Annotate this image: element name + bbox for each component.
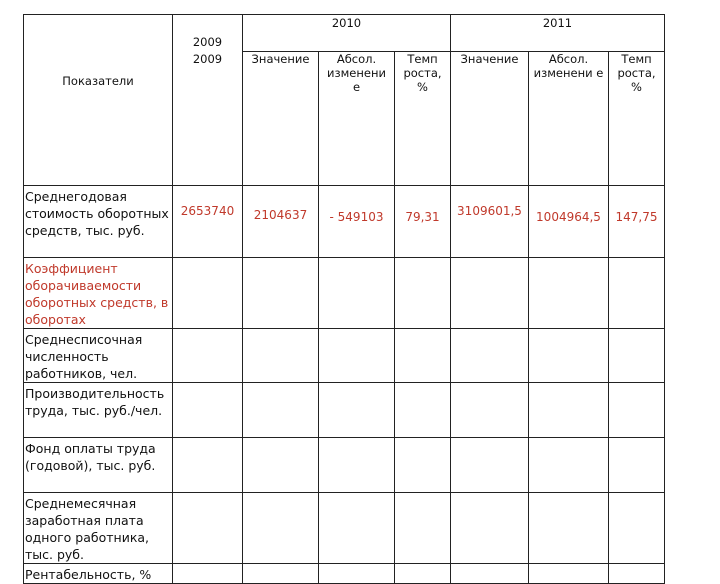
- growth-rate-2011: [609, 186, 665, 258]
- header-value-2011-label: Значение: [460, 52, 519, 66]
- header-value-2010: [243, 52, 319, 186]
- empty-cell: [609, 383, 665, 438]
- row-label: Рентабельность, %: [24, 564, 173, 584]
- growth-rate-2011-text: 147,75: [615, 210, 658, 224]
- row-label: Среднемесячная заработная плата одного работника, тыс. руб.: [24, 493, 173, 564]
- header-abs-change-2011: [529, 52, 609, 186]
- empty-cell: [173, 493, 243, 564]
- empty-cell: [609, 564, 665, 584]
- abs-change-2010: [319, 186, 395, 258]
- empty-cell: [609, 438, 665, 493]
- indicators-table: [23, 14, 665, 584]
- row-label: Среднесписочная численность работников, чел.: [24, 329, 173, 383]
- empty-cell: [319, 329, 395, 383]
- abs-change-2010-text: - 549103: [329, 210, 384, 224]
- abs-change-2011-text: 1004964,5: [536, 210, 601, 224]
- empty-cell: [529, 438, 609, 493]
- table-row: [24, 329, 665, 383]
- growth-rate-2010: [395, 186, 451, 258]
- empty-cell: [529, 493, 609, 564]
- row-label: Производительность труда, тыс. руб./чел.: [24, 383, 173, 438]
- empty-cell: [451, 258, 529, 329]
- header-abs-change-2010: [319, 52, 395, 186]
- empty-cell: [529, 383, 609, 438]
- header-growth-rate-2011: [609, 52, 665, 186]
- value-2010: [243, 186, 319, 258]
- empty-cell: [395, 564, 451, 584]
- table-row: [24, 258, 665, 329]
- abs-change-2011: [529, 186, 609, 258]
- table-row: [24, 186, 665, 258]
- empty-cell: [451, 329, 529, 383]
- header-year-2011: [451, 15, 665, 52]
- value-2011: [451, 186, 529, 258]
- empty-cell: [451, 564, 529, 584]
- empty-cell: [395, 258, 451, 329]
- empty-cell: [173, 564, 243, 584]
- table-row: [24, 564, 665, 584]
- table-row: [24, 493, 665, 564]
- empty-cell: [319, 383, 395, 438]
- header-value-2011: [451, 52, 529, 186]
- empty-cell: [173, 438, 243, 493]
- empty-cell: [451, 438, 529, 493]
- empty-cell: [451, 493, 529, 564]
- empty-cell: [529, 329, 609, 383]
- empty-cell: [243, 258, 319, 329]
- table-row: [24, 383, 665, 438]
- header-abs-change-2011-label: Абсол. изменени е: [533, 52, 604, 80]
- empty-cell: [243, 493, 319, 564]
- header-indicators-label: Показатели: [62, 74, 134, 88]
- value-2009-text: 2653740: [180, 204, 235, 218]
- empty-cell: [319, 438, 395, 493]
- empty-cell: [319, 564, 395, 584]
- header-indicators: [24, 15, 173, 186]
- header-growth-rate-2010-label: Темп роста, %: [403, 52, 442, 94]
- empty-cell: [395, 329, 451, 383]
- row-label: Фонд оплаты труда (годовой), тыс. руб.: [24, 438, 173, 493]
- header-year-2010: [243, 15, 451, 52]
- header-year-2011-label: 2011: [542, 16, 573, 30]
- header-sub-2009-label: 2009: [192, 51, 223, 66]
- empty-cell: [173, 329, 243, 383]
- growth-rate-2010-text: 79,31: [405, 210, 440, 224]
- row-label: Среднегодовая стоимость оборотных средств, тыс. руб.: [24, 186, 173, 258]
- empty-cell: [243, 329, 319, 383]
- value-2011-text: 3109601,5: [457, 204, 522, 218]
- empty-cell: [243, 383, 319, 438]
- empty-cell: [243, 564, 319, 584]
- header-year-2009-label: 2009: [192, 34, 223, 49]
- value-2009: [173, 186, 243, 258]
- empty-cell: [173, 258, 243, 329]
- header-growth-rate-2011-label: Темп роста, %: [617, 52, 656, 94]
- table-row: [24, 438, 665, 493]
- empty-cell: [609, 329, 665, 383]
- value-2010-text: 2104637: [253, 208, 308, 222]
- empty-cell: [529, 564, 609, 584]
- header-year-2010-label: 2010: [331, 16, 362, 30]
- empty-cell: [243, 438, 319, 493]
- empty-cell: [319, 493, 395, 564]
- empty-cell: [173, 383, 243, 438]
- empty-cell: [529, 258, 609, 329]
- header-value-2010-label: Значение: [251, 52, 310, 66]
- empty-cell: [395, 438, 451, 493]
- empty-cell: [609, 258, 665, 329]
- empty-cell: [395, 493, 451, 564]
- header-abs-change-2010-label: Абсол. изменени е: [327, 52, 386, 94]
- empty-cell: [609, 493, 665, 564]
- row-label: Коэффициент оборачиваемости оборотных средств, в оборотах: [24, 258, 173, 329]
- empty-cell: [451, 383, 529, 438]
- empty-cell: [319, 258, 395, 329]
- empty-cell: [395, 383, 451, 438]
- header-year-2009: [173, 15, 243, 52]
- header-growth-rate-2010: [395, 52, 451, 186]
- header-sub-2009: [173, 52, 243, 186]
